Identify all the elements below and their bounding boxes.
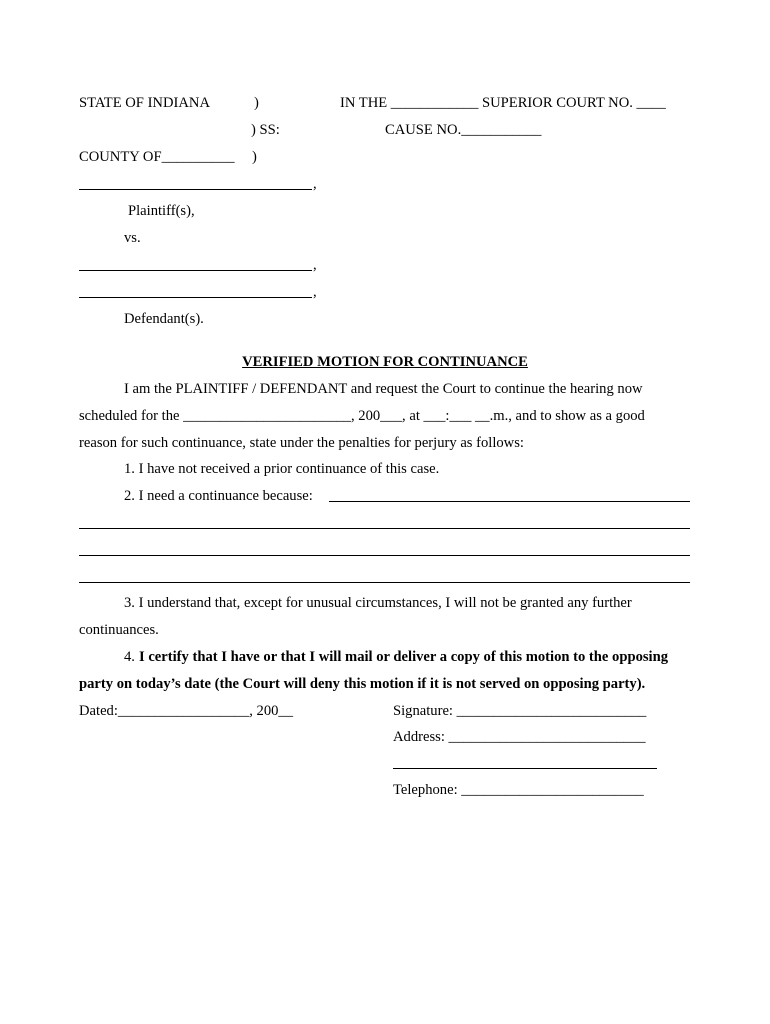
plaintiff-label: Plaintiff(s), — [128, 203, 195, 219]
defendant-label: Defendant(s). — [124, 311, 204, 327]
reason-line — [329, 501, 690, 502]
dated-field: Dated:__________________, 200__ — [79, 703, 294, 719]
signature-field: Signature: __________________________ — [393, 703, 647, 719]
cause-number: CAUSE NO.___________ — [385, 122, 542, 138]
telephone-field: Telephone: _________________________ — [393, 782, 644, 798]
item-3: 3. I understand that, except for unusual circumstances, I will not be granted any further — [124, 595, 632, 611]
intro-text: I am the PLAINTIFF / DEFENDANT and request the Court to continue the hearing now — [124, 381, 643, 397]
state-label: STATE OF INDIANA — [79, 95, 210, 111]
item-4-number: 4. — [124, 649, 135, 665]
caption-paren: ) — [254, 95, 259, 111]
versus-label: vs. — [124, 230, 141, 246]
item-4-certification: party on today’s date (the Court will deny this motion if it is not served on opposing party). — [79, 676, 646, 692]
plaintiff-name-line — [79, 189, 312, 190]
item-4-certification: I certify that I have or that I will mail or deliver a copy of this motion to the opposing — [139, 649, 669, 665]
address-field: Address: ___________________________ — [393, 729, 646, 745]
intro-text: scheduled for the _______________________, 200___, at ___:___ __.m., and to show as a good — [79, 408, 645, 424]
item-1: 1. I have not received a prior continuance of this case. — [124, 461, 440, 477]
item-2: 2. I need a continuance because: — [124, 488, 313, 504]
comma: , — [313, 284, 317, 300]
ss-label: ) SS: — [251, 122, 280, 138]
reason-line — [79, 555, 690, 556]
address-line — [393, 768, 657, 769]
reason-line — [79, 582, 690, 583]
item-3: continuances. — [79, 622, 159, 638]
document-title: VERIFIED MOTION FOR CONTINUANCE — [242, 354, 528, 370]
defendant-name-line — [79, 270, 312, 271]
county-label: COUNTY OF__________ — [79, 149, 235, 165]
reason-line — [79, 528, 690, 529]
court-heading: IN THE ____________ SUPERIOR COURT NO. ____ — [340, 95, 666, 111]
comma: , — [313, 176, 317, 192]
caption-paren: ) — [252, 149, 257, 165]
defendant-name-line — [79, 297, 312, 298]
comma: , — [313, 257, 317, 273]
intro-text: reason for such continuance, state under the penalties for perjury as follows: — [79, 435, 524, 451]
